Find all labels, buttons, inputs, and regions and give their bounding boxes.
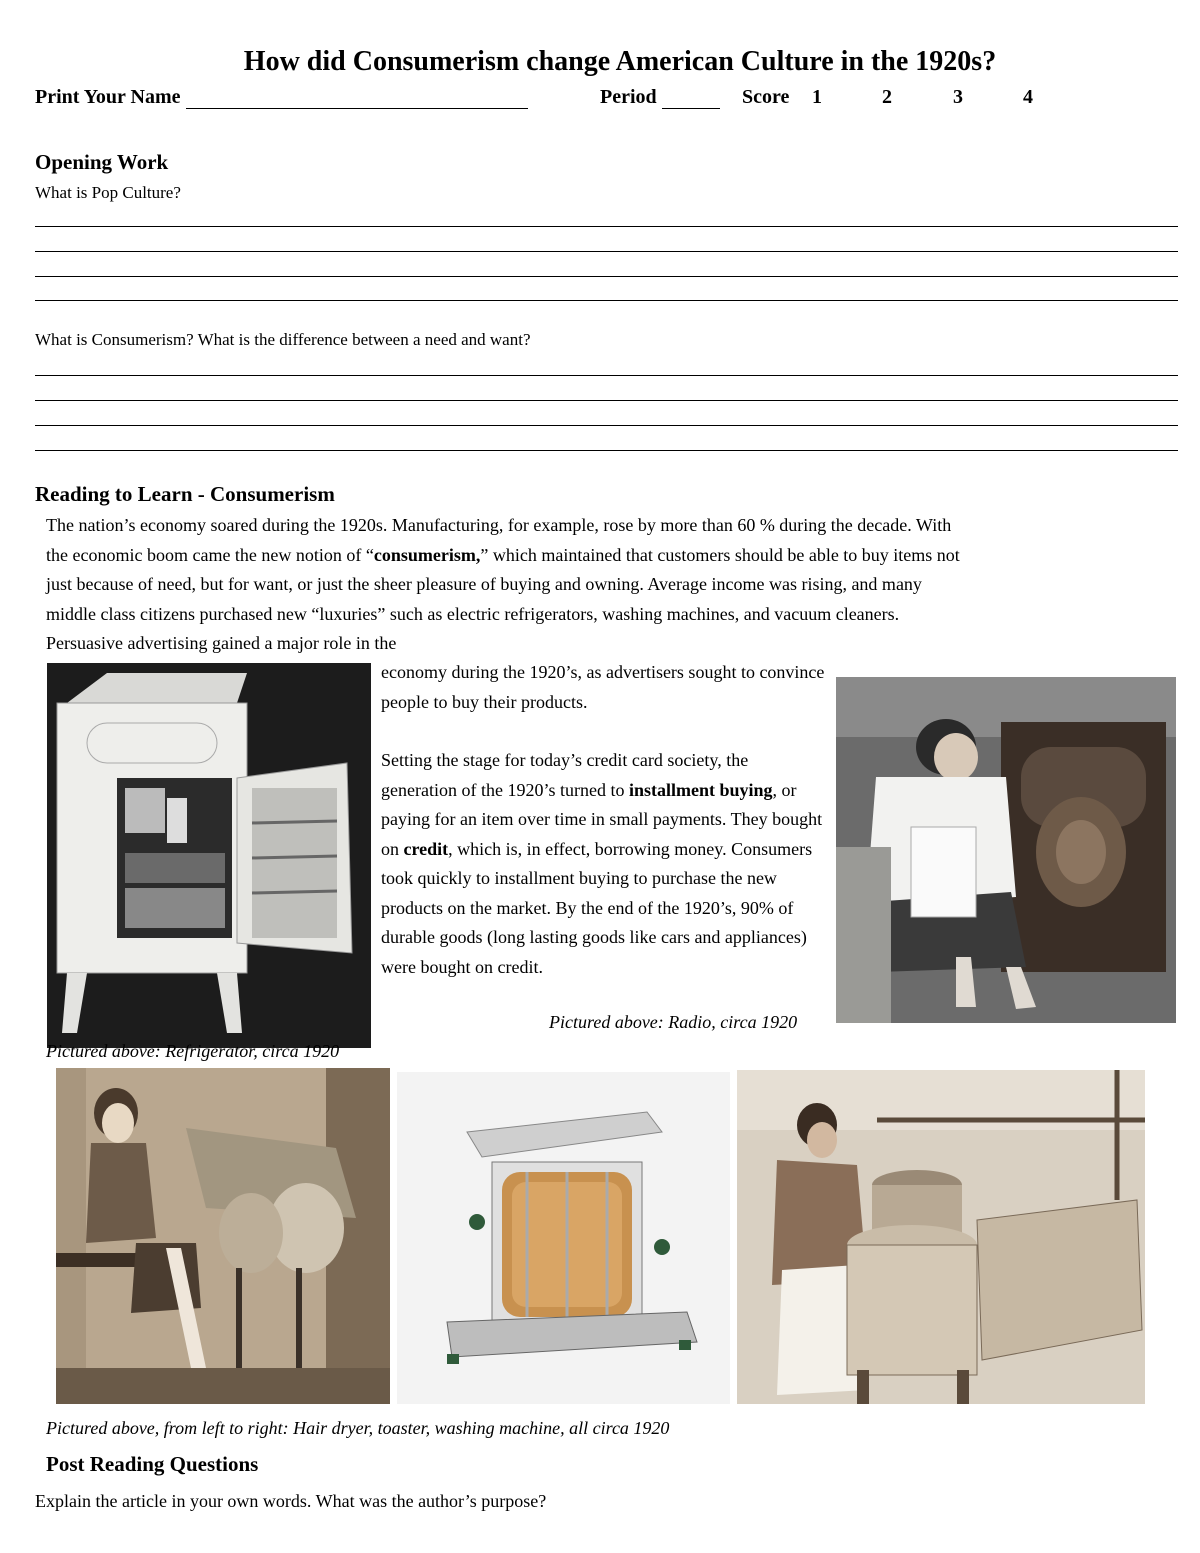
question-consumerism: What is Consumerism? What is the difference between a need and want? — [35, 330, 531, 349]
reading-paragraph-2: Setting the stage for today’s credit card society, the generation of the 1920’s turned to installment buying, or paying for an item over time in small payments. They bought on credit, which is, in effect, borrowing money. Consumers took quickly to installment buying to purchase the new products on the market. By the end of the 1920’s, 90% of durable goods (long lasting goods like cars and appliances) were bought on credit. — [381, 750, 823, 977]
question-pop-culture: What is Pop Culture? — [35, 183, 181, 202]
answer-line[interactable] — [35, 276, 1178, 277]
question-explain-article: Explain the article in your own words. What was the author’s purpose? — [35, 1491, 547, 1511]
toaster-photo — [397, 1072, 730, 1404]
caption-radio: Pictured above: Radio, circa 1920 — [549, 1012, 798, 1032]
name-row — [35, 86, 528, 109]
answer-line[interactable] — [35, 251, 1178, 252]
para-line: The nation’s economy soared during the 1920s. Manufacturing, for example, rose by more than 60 % during the decade. With — [46, 515, 952, 535]
reading-heading: Reading to Learn - Consumerism — [35, 482, 335, 506]
para-line: the economic boom came the new notion of “consumerism,” which maintained that customers should be able to buy items not — [46, 544, 960, 565]
answer-line[interactable] — [35, 450, 1178, 451]
answer-line[interactable] — [35, 400, 1178, 401]
opening-heading: Opening Work — [35, 150, 169, 174]
answer-line[interactable] — [35, 226, 1178, 227]
period-field[interactable] — [662, 88, 720, 109]
score-option-1[interactable]: 1 — [812, 86, 822, 108]
caption-refrigerator: Pictured above: Refrigerator, circa 1920 — [46, 1041, 340, 1061]
period-row — [600, 86, 720, 109]
term-installment-buying: installment buying — [628, 779, 773, 800]
score-option-2[interactable]: 2 — [882, 86, 892, 108]
name-field[interactable] — [186, 88, 528, 109]
score-option-3[interactable]: 3 — [953, 86, 963, 108]
reading-paragraph-1-continued: economy during the 1920’s, as advertisers sought to convince people to buy their products. — [381, 662, 825, 712]
caption-appliances: Pictured above, from left to right: Hair dryer, toaster, washing machine, all circa 1920 — [46, 1418, 670, 1438]
name-label: Print Your Name — [35, 86, 181, 108]
washing-machine-photo — [737, 1070, 1145, 1404]
term-credit: credit — [403, 838, 449, 859]
answer-line[interactable] — [35, 425, 1178, 426]
term-consumerism: consumerism, — [373, 544, 481, 565]
answer-line[interactable] — [35, 300, 1178, 301]
score-option-4[interactable]: 4 — [1023, 86, 1033, 108]
para-line: just because of need, but for want, or just the sheer pleasure of buying and owning. Average income was rising, and many — [46, 574, 922, 594]
page-title: How did Consumerism change American Culture in the 1920s? — [243, 46, 997, 77]
radio-photo — [836, 677, 1176, 1023]
para-line: middle class citizens purchased new “luxuries” such as electric refrigerators, washing machines, and vacuum cleaners. — [46, 603, 900, 624]
reading-paragraph-1 — [46, 511, 1186, 659]
para-line: Persuasive advertising gained a major role in the — [46, 633, 397, 653]
refrigerator-photo — [47, 663, 371, 1048]
score-label: Score — [742, 86, 790, 108]
post-reading-heading: Post Reading Questions — [46, 1452, 259, 1476]
answer-line[interactable] — [35, 375, 1178, 376]
hair-dryer-photo — [56, 1068, 390, 1404]
period-label: Period — [600, 86, 657, 108]
